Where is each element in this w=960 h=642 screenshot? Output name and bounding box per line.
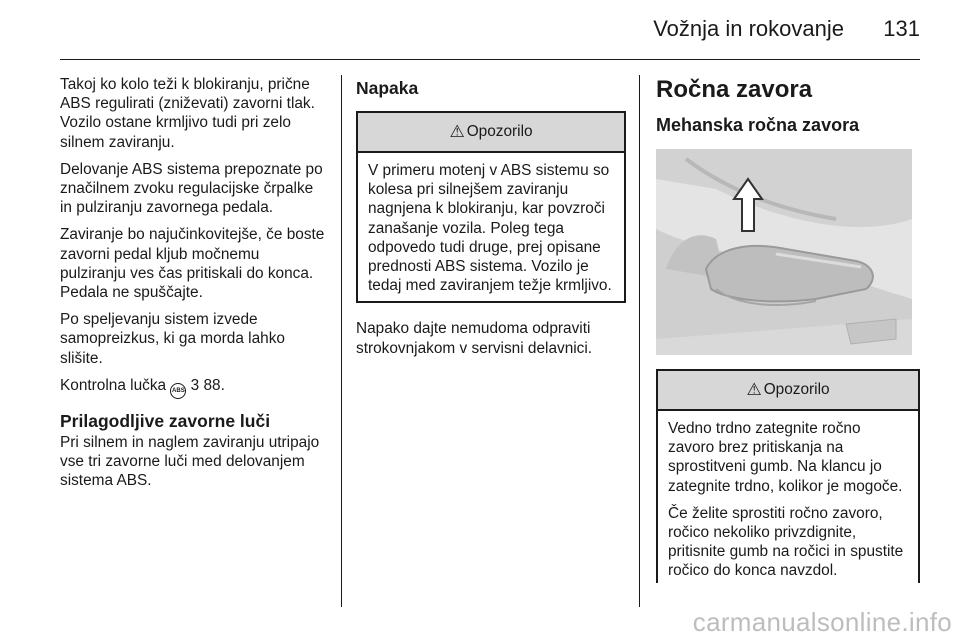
warning-triangle-icon: ⚠ — [746, 380, 762, 400]
column-middle — [356, 75, 626, 366]
abs-light-label: Kontrolna lučka — [60, 376, 167, 394]
section-heading-fault: Napaka — [356, 78, 419, 98]
warning-text: Vedno trdno zategnite ročno zavoro brez pritiskanja na sprostitveni gumb. Na klancu jo zategnite trdno, kolikor je mogoče. — [668, 420, 903, 495]
warning-header — [358, 113, 624, 153]
subsection-heading-mechanical-brake: Mehanska ročna zavora — [656, 115, 860, 135]
warning-box — [356, 111, 626, 303]
warning-body — [358, 153, 624, 301]
column-left — [60, 75, 328, 498]
column-divider — [639, 75, 640, 607]
warning-triangle-icon: ⚠ — [449, 122, 465, 142]
warning-body — [658, 411, 918, 583]
warning-title: Opozorilo — [466, 123, 533, 141]
paragraph: Takoj ko kolo teži k blokiranju, prične ABS regulirati (zniževati) zavorni tlak. Vozilo ostane krmljivo tudi pri zelo silnem zaviranju. — [60, 76, 315, 151]
warning-box — [656, 369, 920, 583]
paragraph: Po speljevanju sistem izvede samopreizkus, ki ga morda lahko slišite. — [60, 311, 285, 367]
page-header — [60, 0, 920, 60]
chapter-title: Vožnja in rokovanje — [653, 16, 844, 41]
paragraph: Delovanje ABS sistema prepoznate po značilnem zvoku regulacijske črpalke in pulziranju zavornega pedala. — [60, 160, 323, 217]
page-reference[interactable]: 3 88. — [190, 376, 225, 394]
page-number: 131 — [883, 16, 920, 41]
abs-warning-light-icon: ABS — [170, 383, 186, 399]
section-heading-adaptive-lights: Prilagodljive zavorne luči — [60, 410, 271, 431]
paragraph: Napako dajte nemudoma odpraviti strokovnjakom v servisni delavnici. — [356, 320, 593, 357]
paragraph-abs-light — [60, 376, 328, 399]
watermark: carmanualsonline.info — [692, 607, 952, 637]
column-divider — [341, 75, 342, 607]
column-right — [656, 75, 920, 583]
paragraph: Pri silnem in naglem zaviranju utripajo vse tri zavorne luči med delovanjem sistema ABS. — [60, 433, 320, 490]
handbrake-lever-image — [656, 149, 912, 355]
warning-title: Opozorilo — [763, 381, 830, 399]
section-heading-parking-brake: Ročna zavora — [656, 76, 813, 103]
warning-header — [658, 371, 918, 411]
paragraph: Zaviranje bo najučinkovitejše, če boste zavorni pedal kljub močnemu pulziranju ves čas pritiskali do konca. Pedala ne spuščajte. — [60, 226, 325, 302]
warning-text: V primeru motenj v ABS sistemu so kolesa pri silnejšem zaviranju nagnjena k blokiranju, kar povzroči zanašanje vozila. Poleg tega odpovedo tudi druge, prej opisane prednosti ABS sistema. Vozilo je tedaj med zaviranjem težje krmljivo. — [368, 162, 612, 295]
warning-text: Če želite sprostiti ročno zavoro, ročico nekoliko privzdignite, pritisnite gumb na ročici in spustite ročico do konca navzdol. — [668, 504, 904, 580]
header-rule — [60, 59, 920, 60]
